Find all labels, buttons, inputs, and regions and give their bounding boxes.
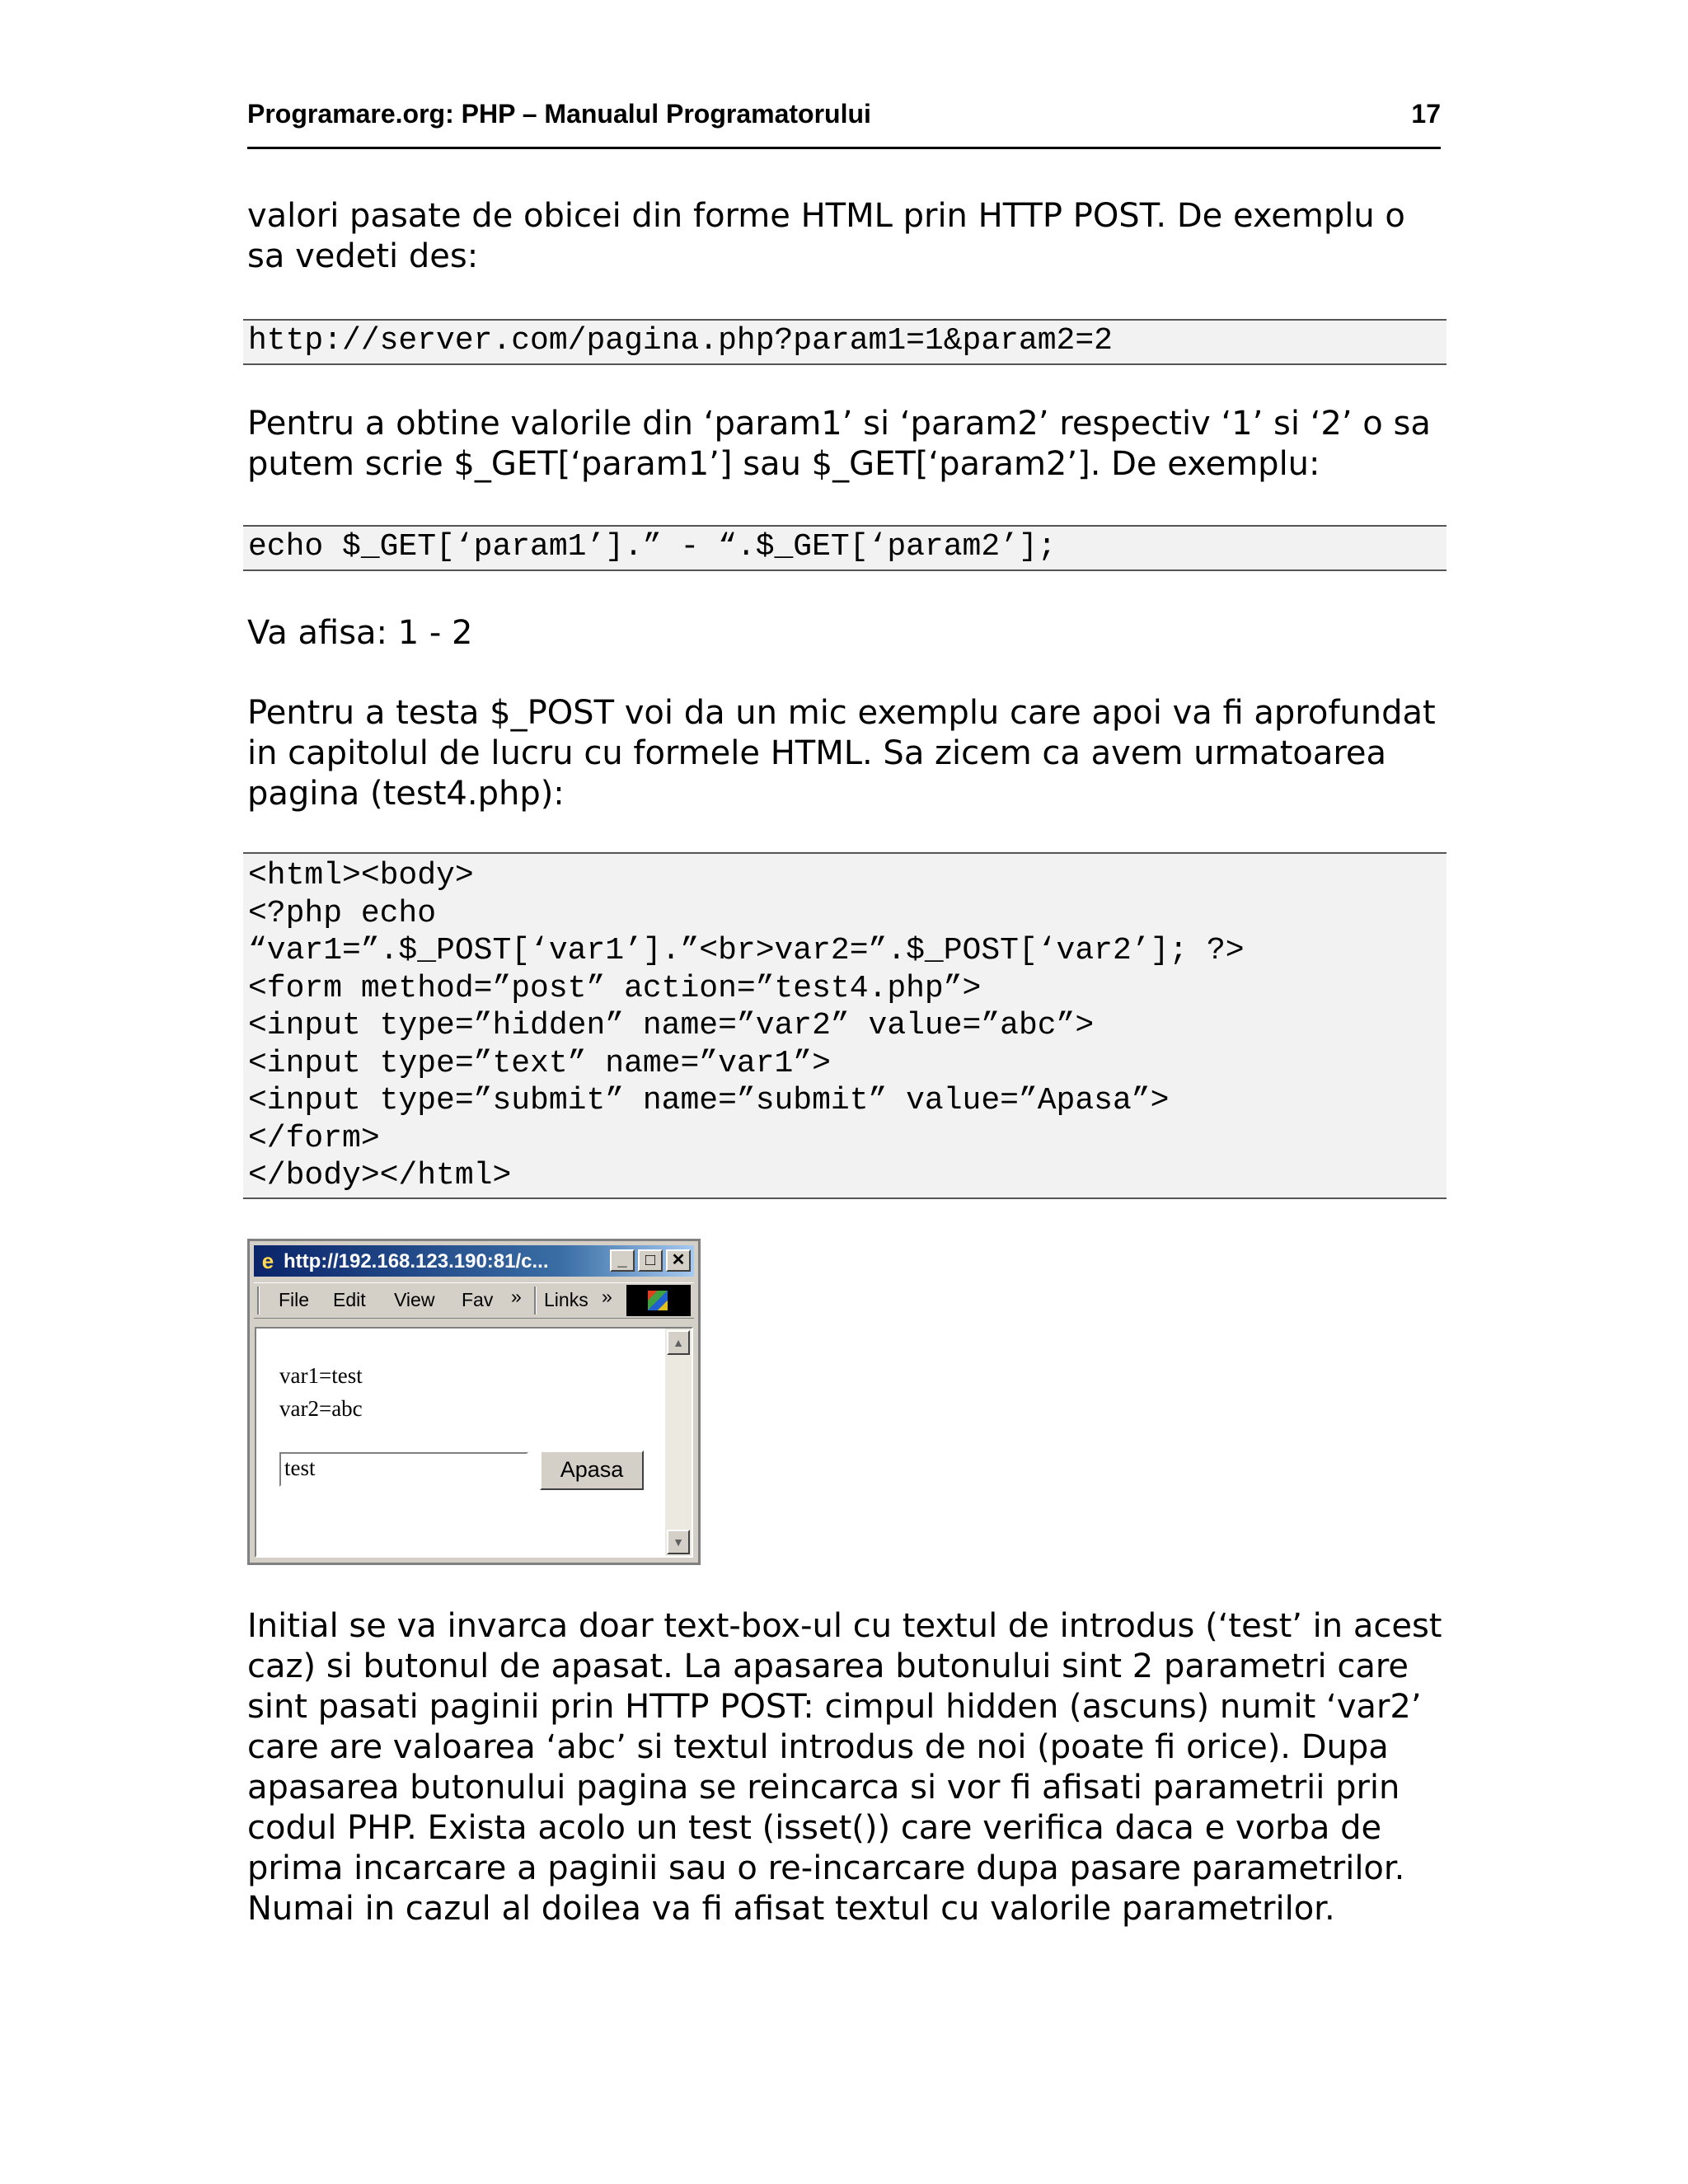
browser-titlebar — [254, 1245, 694, 1277]
paragraph-intro: valori pasate de obicei din forme HTML prin HTTP POST. De exemplu o sa vedeti des: — [247, 197, 1405, 275]
paragraph-post-intro: Pentru a testa $_POST voi da un mic exemplu care apoi va fi aprofundat in capitolul de lucru cu formele HTML. Sa zicem ca avem urmatoarea pagina (test4.php): — [247, 694, 1436, 813]
code-line: </form> — [248, 1120, 380, 1156]
vertical-scrollbar[interactable] — [665, 1329, 692, 1556]
minimize-button[interactable]: _ — [610, 1249, 635, 1272]
code-line: <?php echo — [248, 895, 437, 931]
code-block-url — [243, 319, 1447, 365]
links-chevron-icon[interactable]: » — [602, 1286, 612, 1307]
toolbar-grip — [257, 1286, 260, 1315]
browser-screenshot — [247, 1239, 701, 1565]
code-line: http://server.com/pagina.php?param1=1&param2=2 — [248, 323, 1113, 359]
paragraph-explanation: Initial se va invarca doar text-box-ul cu textul de introdus (‘test’ in acest caz) si butonul de apasat. La apasarea butonului sint 2 parametri care sint pasati paginii prin HTTP POST: cimpul hidden (ascuns) numit ‘var2’ care are valoarea ‘abc’ si textul introdus de noi (poate fi orice). Dupa apasarea butonului pagina se reincarca si vor fi afisati parametrii prin codul PHP. Exista acolo un test (isset()) care verifica daca e vorba de prima incarcare a paginii sau o re-incarcare dupa pasare parametrilor. Numai in cazul al doilea va fi afisat textul cu valorile parametrilor. — [247, 1607, 1442, 1928]
code-line: echo $_GET[‘param1’].” - “.$_GET[‘param2’]; — [248, 529, 1057, 565]
code-line: </body></html> — [248, 1158, 512, 1193]
code-line: <input type=”submit” name=”submit” value=”Apasa”> — [248, 1083, 1170, 1118]
scroll-up-arrow-icon[interactable]: ▲ — [667, 1330, 690, 1355]
browser-content — [255, 1327, 693, 1558]
code-block-form — [243, 852, 1447, 1199]
maximize-button[interactable]: □ — [638, 1249, 663, 1272]
code-line: <html><body> — [248, 858, 474, 893]
paragraph-get-explanation: Pentru a obtine valorile din ‘param1’ si ‘param2’ respectiv ‘1’ si ‘2’ o sa putem scrie $_GET[‘param1’] sau $_GET[‘param2’]. De exemplu: — [247, 405, 1431, 483]
menu-file[interactable]: File — [279, 1289, 310, 1310]
close-button[interactable]: ✕ — [666, 1249, 691, 1272]
code-line: <form method=”post” action=”test4.php”> — [248, 970, 982, 1006]
page-header — [247, 97, 1441, 149]
paragraph-output: Va afisa: 1 - 2 — [247, 614, 473, 652]
ie-icon: e — [261, 1249, 274, 1273]
apasa-submit-button[interactable]: Apasa — [540, 1451, 644, 1490]
menu-chevron-icon[interactable]: » — [511, 1286, 522, 1307]
code-block-echo — [243, 525, 1447, 571]
book-title: Programare.org: PHP – Manualul Programatorului — [247, 99, 871, 129]
links-button[interactable]: Links — [544, 1289, 588, 1310]
menu-view[interactable]: View — [394, 1289, 435, 1310]
code-line: <input type=”text” name=”var1”> — [248, 1045, 831, 1081]
browser-title: http://192.168.123.190:81/c... — [284, 1250, 549, 1272]
output-var1: var1=test — [279, 1363, 363, 1388]
toolbar-separator — [534, 1286, 537, 1315]
menu-favorites[interactable]: Fav — [462, 1289, 494, 1310]
scroll-down-arrow-icon[interactable]: ▼ — [667, 1530, 690, 1554]
windows-logo-icon — [626, 1285, 691, 1316]
var1-text-input[interactable]: test — [279, 1452, 528, 1487]
code-line: <input type=”hidden” name=”var2” value=”abc”> — [248, 1008, 1095, 1043]
code-line: “var1=”.$_POST[‘var1’].”<br>var2=”.$_POST[‘var2’]; ?> — [248, 933, 1245, 968]
menu-edit[interactable]: Edit — [333, 1289, 366, 1310]
page-number: 17 — [1411, 99, 1441, 129]
output-var2: var2=abc — [279, 1396, 363, 1421]
browser-menubar — [254, 1282, 694, 1319]
